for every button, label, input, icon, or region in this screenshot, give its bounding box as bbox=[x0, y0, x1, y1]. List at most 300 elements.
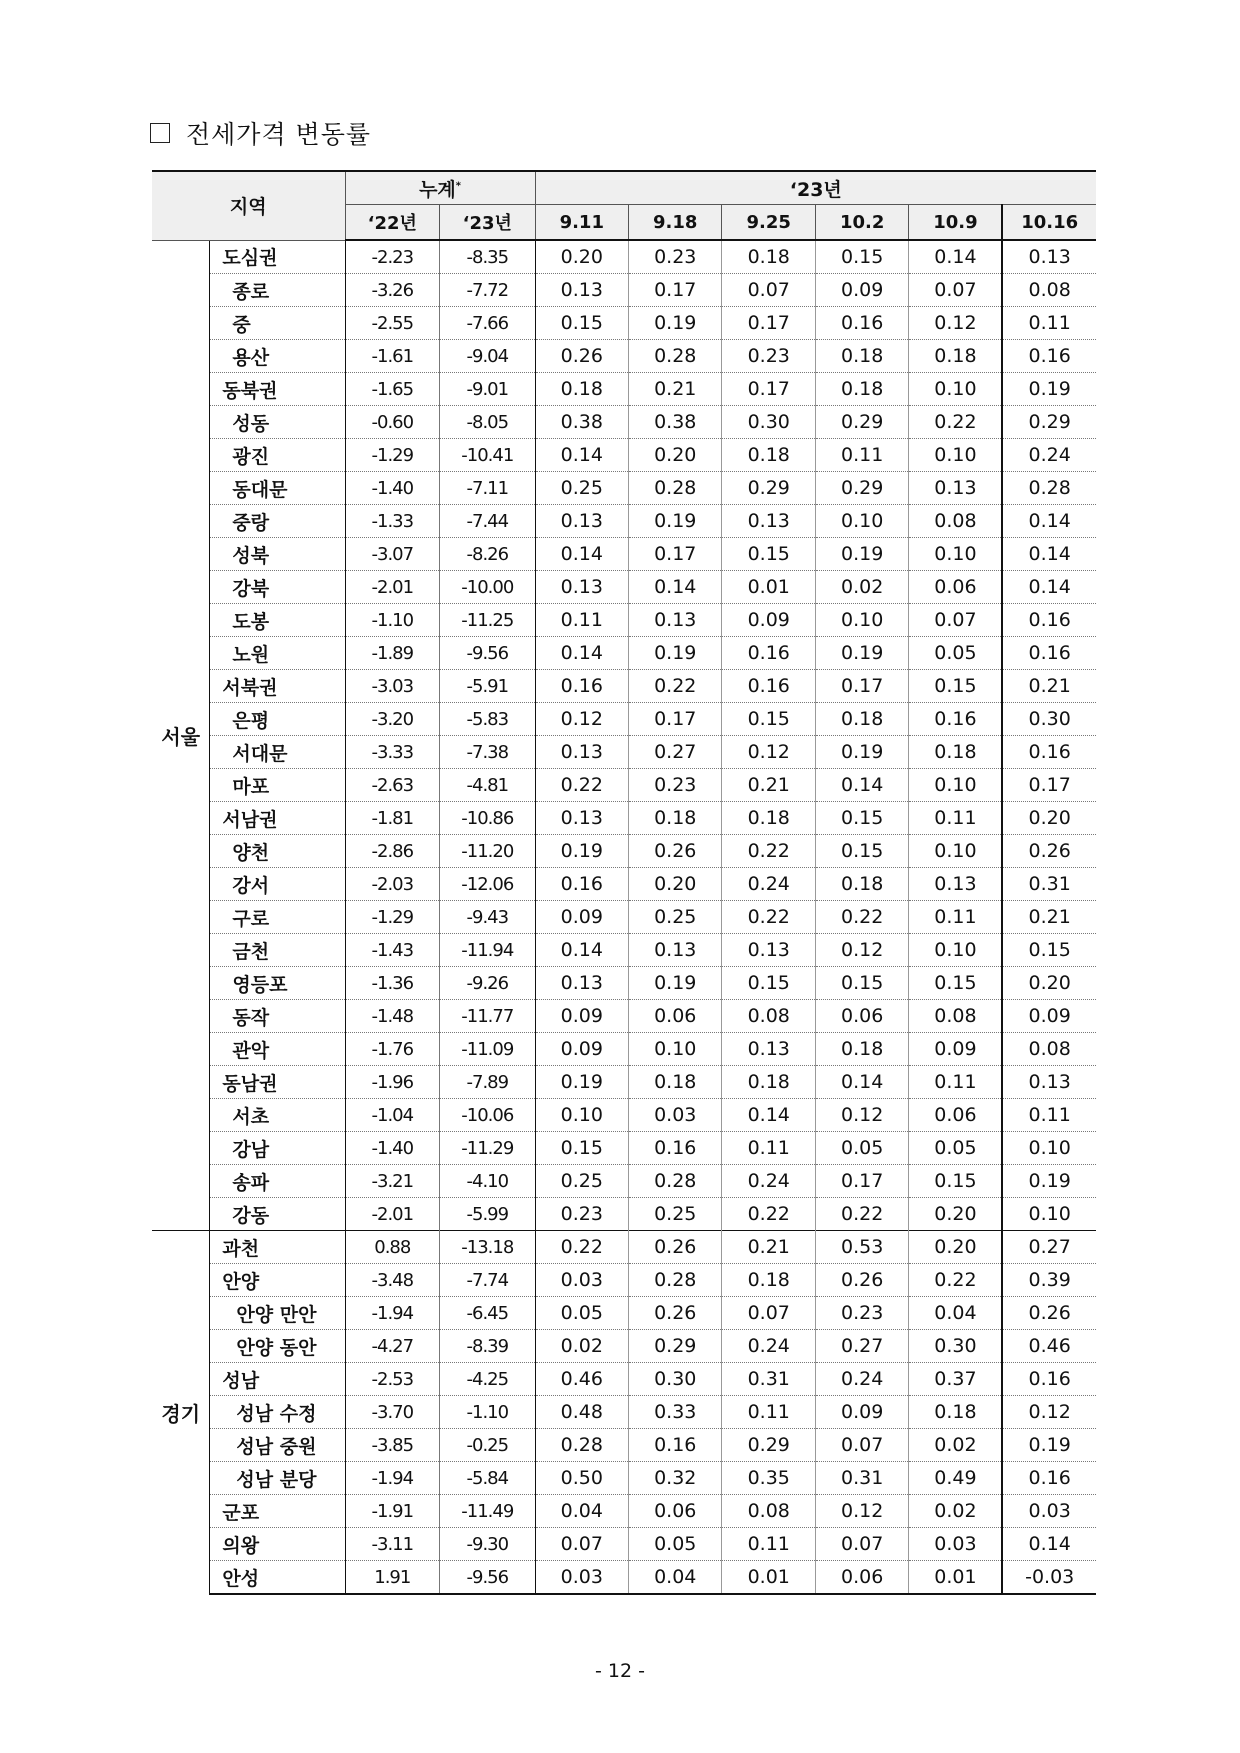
value-cell: -1.10 bbox=[440, 1396, 536, 1429]
value-cell: 0.04 bbox=[909, 1297, 1002, 1330]
value-cell: -6.45 bbox=[440, 1297, 536, 1330]
value-cell: 0.16 bbox=[722, 670, 815, 703]
region-name: 안양 만안 bbox=[210, 1297, 345, 1330]
value-cell: 0.16 bbox=[1002, 340, 1096, 373]
table-row bbox=[152, 1363, 1096, 1396]
region-name: 양천 bbox=[210, 835, 345, 868]
region-group-label: 서울 bbox=[152, 240, 210, 1231]
region-name: 마포 bbox=[210, 769, 345, 802]
table-body bbox=[152, 240, 1096, 1594]
value-cell: 0.21 bbox=[629, 373, 722, 406]
value-cell: 0.39 bbox=[1002, 1264, 1096, 1297]
table-row bbox=[152, 1495, 1096, 1528]
value-cell: -3.20 bbox=[345, 703, 439, 736]
value-cell: -1.43 bbox=[345, 934, 439, 967]
col-header: 10.9 bbox=[909, 205, 1002, 241]
value-cell: -0.25 bbox=[440, 1429, 536, 1462]
value-cell: 0.28 bbox=[629, 472, 722, 505]
value-cell: 0.17 bbox=[629, 703, 722, 736]
region-name: 서초 bbox=[210, 1099, 345, 1132]
value-cell: -12.06 bbox=[440, 868, 536, 901]
value-cell: 0.13 bbox=[535, 802, 628, 835]
value-cell: 0.10 bbox=[909, 769, 1002, 802]
value-cell: 0.09 bbox=[815, 274, 908, 307]
table-row bbox=[152, 901, 1096, 934]
value-cell: 0.13 bbox=[1002, 1066, 1096, 1099]
value-cell: 0.28 bbox=[535, 1429, 628, 1462]
value-cell: 0.15 bbox=[722, 538, 815, 571]
table-row bbox=[152, 1165, 1096, 1198]
value-cell: 0.18 bbox=[722, 240, 815, 274]
value-cell: 0.20 bbox=[535, 240, 628, 274]
value-cell: -1.89 bbox=[345, 637, 439, 670]
value-cell: 0.21 bbox=[722, 769, 815, 802]
value-cell: -11.29 bbox=[440, 1132, 536, 1165]
value-cell: 0.23 bbox=[629, 769, 722, 802]
value-cell: 0.14 bbox=[1002, 538, 1096, 571]
value-cell: -7.44 bbox=[440, 505, 536, 538]
value-cell: 0.18 bbox=[815, 868, 908, 901]
jeonse-price-change-table bbox=[152, 170, 1096, 1595]
value-cell: 0.07 bbox=[815, 1528, 908, 1561]
table-row bbox=[152, 1066, 1096, 1099]
value-cell: 0.10 bbox=[1002, 1132, 1096, 1165]
value-cell: 0.30 bbox=[629, 1363, 722, 1396]
value-cell: 0.07 bbox=[909, 604, 1002, 637]
value-cell: 0.08 bbox=[722, 1000, 815, 1033]
value-cell: 0.06 bbox=[815, 1000, 908, 1033]
value-cell: 0.05 bbox=[909, 637, 1002, 670]
value-cell: 0.24 bbox=[722, 1330, 815, 1363]
value-cell: 0.30 bbox=[909, 1330, 1002, 1363]
value-cell: -1.33 bbox=[345, 505, 439, 538]
value-cell: 0.28 bbox=[629, 340, 722, 373]
value-cell: 0.17 bbox=[1002, 769, 1096, 802]
value-cell: 0.26 bbox=[629, 835, 722, 868]
value-cell: 0.18 bbox=[815, 703, 908, 736]
value-cell: -4.27 bbox=[345, 1330, 439, 1363]
value-cell: 0.13 bbox=[535, 571, 628, 604]
value-cell: 0.24 bbox=[815, 1363, 908, 1396]
region-name: 동작 bbox=[210, 1000, 345, 1033]
col-header-current: 10.16 bbox=[1002, 205, 1096, 241]
value-cell: 0.22 bbox=[815, 1198, 908, 1231]
value-cell: 0.09 bbox=[815, 1396, 908, 1429]
value-cell: 0.09 bbox=[909, 1033, 1002, 1066]
region-name: 안양 동안 bbox=[210, 1330, 345, 1363]
value-cell: 0.13 bbox=[535, 967, 628, 1000]
table-row bbox=[152, 406, 1096, 439]
value-cell: 0.02 bbox=[535, 1330, 628, 1363]
value-cell: 0.26 bbox=[815, 1264, 908, 1297]
value-cell: 0.29 bbox=[815, 406, 908, 439]
value-cell: 0.37 bbox=[909, 1363, 1002, 1396]
region-name: 중랑 bbox=[210, 505, 345, 538]
value-cell: 0.19 bbox=[629, 505, 722, 538]
value-cell: -2.86 bbox=[345, 835, 439, 868]
value-cell: 0.15 bbox=[535, 307, 628, 340]
value-cell: 0.11 bbox=[909, 1066, 1002, 1099]
value-cell: 0.11 bbox=[722, 1132, 815, 1165]
region-name: 강서 bbox=[210, 868, 345, 901]
value-cell: 0.12 bbox=[722, 736, 815, 769]
value-cell: -2.63 bbox=[345, 769, 439, 802]
value-cell: 0.14 bbox=[815, 1066, 908, 1099]
value-cell: 0.25 bbox=[535, 472, 628, 505]
value-cell: 0.18 bbox=[629, 802, 722, 835]
value-cell: 0.19 bbox=[815, 637, 908, 670]
value-cell: 0.26 bbox=[535, 340, 628, 373]
region-name: 강동 bbox=[210, 1198, 345, 1231]
region-name: 서북권 bbox=[210, 670, 345, 703]
value-cell: 0.19 bbox=[535, 835, 628, 868]
region-name: 노원 bbox=[210, 637, 345, 670]
value-cell: 0.18 bbox=[909, 736, 1002, 769]
value-cell: 0.16 bbox=[1002, 604, 1096, 637]
value-cell: -8.26 bbox=[440, 538, 536, 571]
checkbox-square-icon bbox=[150, 123, 170, 143]
region-name: 중 bbox=[210, 307, 345, 340]
value-cell: 0.30 bbox=[1002, 703, 1096, 736]
value-cell: 0.02 bbox=[909, 1495, 1002, 1528]
value-cell: 0.24 bbox=[722, 1165, 815, 1198]
value-cell: 0.06 bbox=[629, 1000, 722, 1033]
value-cell: -0.60 bbox=[345, 406, 439, 439]
value-cell: 0.05 bbox=[535, 1297, 628, 1330]
value-cell: 0.06 bbox=[629, 1495, 722, 1528]
region-name: 성북 bbox=[210, 538, 345, 571]
value-cell: 0.18 bbox=[909, 340, 1002, 373]
value-cell: -11.20 bbox=[440, 835, 536, 868]
value-cell: 0.22 bbox=[535, 1231, 628, 1264]
value-cell: 0.07 bbox=[909, 274, 1002, 307]
value-cell: 0.15 bbox=[815, 240, 908, 274]
value-cell: 0.18 bbox=[722, 1264, 815, 1297]
value-cell: 0.38 bbox=[535, 406, 628, 439]
table-row bbox=[152, 1000, 1096, 1033]
value-cell: 0.27 bbox=[1002, 1231, 1096, 1264]
value-cell: 0.32 bbox=[629, 1462, 722, 1495]
value-cell: 0.10 bbox=[909, 538, 1002, 571]
value-cell: 0.19 bbox=[1002, 1165, 1096, 1198]
value-cell: 0.14 bbox=[722, 1099, 815, 1132]
value-cell: 0.16 bbox=[629, 1429, 722, 1462]
value-cell: 0.16 bbox=[535, 868, 628, 901]
value-cell: 0.09 bbox=[1002, 1000, 1096, 1033]
value-cell: 0.07 bbox=[722, 1297, 815, 1330]
value-cell: 0.24 bbox=[1002, 439, 1096, 472]
value-cell: -9.43 bbox=[440, 901, 536, 934]
value-cell: 0.22 bbox=[722, 901, 815, 934]
value-cell: 0.09 bbox=[535, 1000, 628, 1033]
table-row bbox=[152, 1528, 1096, 1561]
value-cell: 0.14 bbox=[1002, 571, 1096, 604]
value-cell: 0.29 bbox=[722, 472, 815, 505]
region-name: 성남 중원 bbox=[210, 1429, 345, 1462]
value-cell: 0.13 bbox=[535, 274, 628, 307]
value-cell: -2.01 bbox=[345, 1198, 439, 1231]
value-cell: -1.29 bbox=[345, 901, 439, 934]
table-row bbox=[152, 538, 1096, 571]
value-cell: 0.14 bbox=[1002, 1528, 1096, 1561]
table-row bbox=[152, 835, 1096, 868]
value-cell: 0.27 bbox=[815, 1330, 908, 1363]
value-cell: 0.50 bbox=[535, 1462, 628, 1495]
value-cell: 0.29 bbox=[629, 1330, 722, 1363]
value-cell: 0.33 bbox=[629, 1396, 722, 1429]
value-cell: 0.09 bbox=[722, 604, 815, 637]
value-cell: 0.04 bbox=[629, 1561, 722, 1595]
value-cell: -1.10 bbox=[345, 604, 439, 637]
value-cell: 0.02 bbox=[909, 1429, 1002, 1462]
value-cell: 0.11 bbox=[909, 802, 1002, 835]
value-cell: 0.10 bbox=[815, 604, 908, 637]
value-cell: -2.55 bbox=[345, 307, 439, 340]
value-cell: 0.23 bbox=[815, 1297, 908, 1330]
value-cell: 0.15 bbox=[815, 802, 908, 835]
value-cell: -7.66 bbox=[440, 307, 536, 340]
table-row bbox=[152, 307, 1096, 340]
value-cell: -5.99 bbox=[440, 1198, 536, 1231]
value-cell: -0.03 bbox=[1002, 1561, 1096, 1595]
value-cell: 0.12 bbox=[815, 1495, 908, 1528]
value-cell: -11.77 bbox=[440, 1000, 536, 1033]
value-cell: 0.19 bbox=[1002, 373, 1096, 406]
value-cell: 0.15 bbox=[1002, 934, 1096, 967]
value-cell: 0.08 bbox=[909, 505, 1002, 538]
value-cell: 0.29 bbox=[1002, 406, 1096, 439]
value-cell: 0.03 bbox=[535, 1561, 628, 1595]
value-cell: 0.24 bbox=[722, 868, 815, 901]
table-row bbox=[152, 1297, 1096, 1330]
value-cell: 0.10 bbox=[909, 439, 1002, 472]
value-cell: 0.03 bbox=[535, 1264, 628, 1297]
value-cell: 0.22 bbox=[909, 406, 1002, 439]
table-row bbox=[152, 1231, 1096, 1264]
value-cell: 0.21 bbox=[1002, 901, 1096, 934]
value-cell: 0.25 bbox=[629, 901, 722, 934]
value-cell: 0.31 bbox=[722, 1363, 815, 1396]
value-cell: 0.20 bbox=[1002, 802, 1096, 835]
table-row bbox=[152, 1033, 1096, 1066]
value-cell: -5.83 bbox=[440, 703, 536, 736]
value-cell: -9.30 bbox=[440, 1528, 536, 1561]
value-cell: 0.10 bbox=[909, 835, 1002, 868]
value-cell: -3.11 bbox=[345, 1528, 439, 1561]
value-cell: 0.49 bbox=[909, 1462, 1002, 1495]
value-cell: 0.03 bbox=[629, 1099, 722, 1132]
value-cell: 0.16 bbox=[1002, 1363, 1096, 1396]
value-cell: 0.10 bbox=[815, 505, 908, 538]
value-cell: -1.36 bbox=[345, 967, 439, 1000]
value-cell: 0.88 bbox=[345, 1231, 439, 1264]
value-cell: 0.10 bbox=[909, 934, 1002, 967]
value-cell: 0.22 bbox=[629, 670, 722, 703]
value-cell: -9.56 bbox=[440, 637, 536, 670]
value-cell: 0.46 bbox=[1002, 1330, 1096, 1363]
value-cell: 0.15 bbox=[909, 967, 1002, 1000]
table-row bbox=[152, 373, 1096, 406]
value-cell: 0.28 bbox=[1002, 472, 1096, 505]
value-cell: -1.91 bbox=[345, 1495, 439, 1528]
table-row bbox=[152, 868, 1096, 901]
value-cell: 0.48 bbox=[535, 1396, 628, 1429]
cumulative-header bbox=[345, 171, 535, 205]
value-cell: -1.76 bbox=[345, 1033, 439, 1066]
value-cell: 0.04 bbox=[535, 1495, 628, 1528]
value-cell: -8.39 bbox=[440, 1330, 536, 1363]
table-row bbox=[152, 1561, 1096, 1595]
value-cell: 0.03 bbox=[1002, 1495, 1096, 1528]
value-cell: 0.18 bbox=[722, 1066, 815, 1099]
value-cell: 0.19 bbox=[815, 736, 908, 769]
value-cell: 0.13 bbox=[722, 934, 815, 967]
value-cell: 0.29 bbox=[815, 472, 908, 505]
value-cell: 0.02 bbox=[815, 571, 908, 604]
value-cell: 0.12 bbox=[909, 307, 1002, 340]
table-row bbox=[152, 274, 1096, 307]
value-cell: 0.14 bbox=[535, 637, 628, 670]
value-cell: 0.16 bbox=[722, 637, 815, 670]
value-cell: 0.11 bbox=[1002, 1099, 1096, 1132]
value-cell: 0.16 bbox=[535, 670, 628, 703]
section-title-text: 전세가격 변동률 bbox=[186, 120, 371, 149]
value-cell: 0.19 bbox=[629, 637, 722, 670]
value-cell: 0.20 bbox=[1002, 967, 1096, 1000]
value-cell: 0.15 bbox=[815, 835, 908, 868]
table-row bbox=[152, 703, 1096, 736]
value-cell: -1.40 bbox=[345, 472, 439, 505]
value-cell: 0.14 bbox=[535, 439, 628, 472]
value-cell: 0.13 bbox=[1002, 240, 1096, 274]
value-cell: 0.11 bbox=[1002, 307, 1096, 340]
value-cell: 0.14 bbox=[629, 571, 722, 604]
value-cell: -10.00 bbox=[440, 571, 536, 604]
value-cell: -1.94 bbox=[345, 1297, 439, 1330]
value-cell: -2.53 bbox=[345, 1363, 439, 1396]
value-cell: -7.89 bbox=[440, 1066, 536, 1099]
value-cell: 0.06 bbox=[909, 1099, 1002, 1132]
value-cell: 0.30 bbox=[722, 406, 815, 439]
value-cell: 0.14 bbox=[815, 769, 908, 802]
value-cell: 0.26 bbox=[1002, 835, 1096, 868]
value-cell: 0.19 bbox=[1002, 1429, 1096, 1462]
table-row bbox=[152, 1462, 1096, 1495]
region-header: 지역 bbox=[152, 171, 345, 240]
region-name: 은평 bbox=[210, 703, 345, 736]
value-cell: 0.21 bbox=[722, 1231, 815, 1264]
region-name: 서남권 bbox=[210, 802, 345, 835]
value-cell: -1.61 bbox=[345, 340, 439, 373]
value-cell: 0.17 bbox=[722, 373, 815, 406]
value-cell: 0.26 bbox=[1002, 1297, 1096, 1330]
value-cell: 0.01 bbox=[909, 1561, 1002, 1595]
table-row bbox=[152, 1198, 1096, 1231]
value-cell: -5.84 bbox=[440, 1462, 536, 1495]
value-cell: 0.25 bbox=[629, 1198, 722, 1231]
cumulative-header-label: 누계 bbox=[419, 178, 456, 201]
value-cell: 0.46 bbox=[535, 1363, 628, 1396]
region-name: 의왕 bbox=[210, 1528, 345, 1561]
value-cell: -1.96 bbox=[345, 1066, 439, 1099]
value-cell: 0.15 bbox=[909, 1165, 1002, 1198]
value-cell: 0.07 bbox=[535, 1528, 628, 1561]
table-row bbox=[152, 439, 1096, 472]
value-cell: 0.22 bbox=[909, 1264, 1002, 1297]
value-cell: -3.03 bbox=[345, 670, 439, 703]
value-cell: 0.11 bbox=[909, 901, 1002, 934]
value-cell: -7.72 bbox=[440, 274, 536, 307]
value-cell: 0.16 bbox=[629, 1132, 722, 1165]
table-row bbox=[152, 340, 1096, 373]
value-cell: 0.18 bbox=[722, 439, 815, 472]
col-header: 9.11 bbox=[535, 205, 628, 241]
value-cell: 0.31 bbox=[815, 1462, 908, 1495]
value-cell: 0.13 bbox=[722, 1033, 815, 1066]
region-name: 광진 bbox=[210, 439, 345, 472]
value-cell: 0.10 bbox=[535, 1099, 628, 1132]
value-cell: 0.26 bbox=[629, 1231, 722, 1264]
value-cell: 0.19 bbox=[629, 307, 722, 340]
value-cell: 0.15 bbox=[535, 1132, 628, 1165]
value-cell: 0.07 bbox=[815, 1429, 908, 1462]
value-cell: 0.11 bbox=[722, 1396, 815, 1429]
value-cell: 0.28 bbox=[629, 1165, 722, 1198]
value-cell: 0.08 bbox=[909, 1000, 1002, 1033]
value-cell: 0.13 bbox=[909, 472, 1002, 505]
value-cell: -7.11 bbox=[440, 472, 536, 505]
value-cell: 0.08 bbox=[1002, 274, 1096, 307]
table-row bbox=[152, 637, 1096, 670]
value-cell: 0.20 bbox=[629, 439, 722, 472]
value-cell: 0.22 bbox=[722, 835, 815, 868]
value-cell: 0.05 bbox=[629, 1528, 722, 1561]
value-cell: 0.18 bbox=[815, 1033, 908, 1066]
value-cell: -8.35 bbox=[440, 240, 536, 274]
value-cell: 0.14 bbox=[909, 240, 1002, 274]
table-row bbox=[152, 1396, 1096, 1429]
value-cell: -1.48 bbox=[345, 1000, 439, 1033]
value-cell: 0.01 bbox=[722, 1561, 815, 1595]
value-cell: 0.18 bbox=[815, 340, 908, 373]
value-cell: -7.38 bbox=[440, 736, 536, 769]
value-cell: 0.17 bbox=[629, 538, 722, 571]
value-cell: 1.91 bbox=[345, 1561, 439, 1595]
col-header: ‘22년 bbox=[345, 205, 439, 241]
value-cell: 0.10 bbox=[909, 373, 1002, 406]
region-name: 구로 bbox=[210, 901, 345, 934]
value-cell: 0.12 bbox=[1002, 1396, 1096, 1429]
value-cell: -1.94 bbox=[345, 1462, 439, 1495]
value-cell: 0.22 bbox=[535, 769, 628, 802]
region-name: 영등포 bbox=[210, 967, 345, 1000]
value-cell: 0.13 bbox=[535, 736, 628, 769]
region-name: 강북 bbox=[210, 571, 345, 604]
value-cell: 0.12 bbox=[535, 703, 628, 736]
value-cell: -3.70 bbox=[345, 1396, 439, 1429]
year-header: ‘23년 bbox=[535, 171, 1096, 205]
value-cell: 0.31 bbox=[1002, 868, 1096, 901]
table-row bbox=[152, 670, 1096, 703]
region-name: 안양 bbox=[210, 1264, 345, 1297]
value-cell: 0.20 bbox=[629, 868, 722, 901]
value-cell: -10.06 bbox=[440, 1099, 536, 1132]
value-cell: -3.33 bbox=[345, 736, 439, 769]
value-cell: 0.12 bbox=[815, 934, 908, 967]
region-name: 강남 bbox=[210, 1132, 345, 1165]
region-name: 도봉 bbox=[210, 604, 345, 637]
value-cell: 0.13 bbox=[629, 934, 722, 967]
